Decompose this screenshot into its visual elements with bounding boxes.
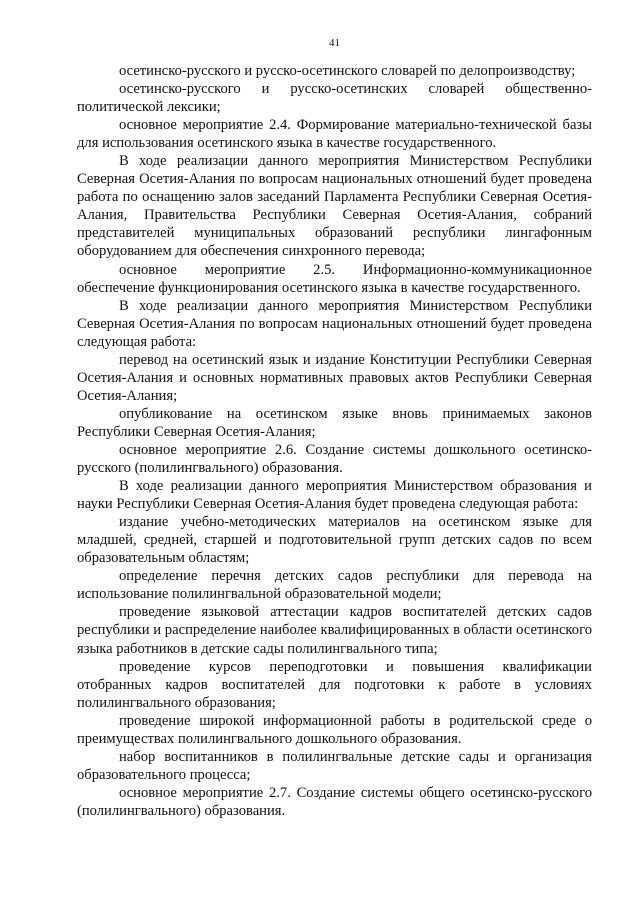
paragraph: основное мероприятие 2.6. Создание системы дошкольного осетинско-русского (полилингвального) образования. bbox=[77, 441, 592, 477]
paragraph: перевод на осетинский язык и издание Конституции Республики Северная Осетия-Алания и основных нормативных правовых актов Республики Северная Осетия-Алания; bbox=[77, 351, 592, 404]
paragraph: проведение языковой аттестации кадров воспитателей детских садов республики и распределение наиболее квалифицированных в области осетинского языка работников в детские сады полилингвального типа; bbox=[77, 604, 592, 657]
paragraph: осетинско-русского и русско-осетинских словарей общественно-политической лексики; bbox=[77, 81, 592, 116]
paragraph: опубликование на осетинском языке вновь принимаемых законов Республики Северная Осетия-Алания; bbox=[77, 405, 592, 440]
paragraph: В ходе реализации данного мероприятия Министерством образования и науки Республики Северная Осетия-Алания будет проведена следующая работа: bbox=[77, 478, 592, 513]
paragraph: проведение широкой информационной работы в родительской среде о преимуществах полилингвального дошкольного образования. bbox=[77, 712, 592, 747]
paragraph: основное мероприятие 2.4. Формирование материально-технической базы для использования осетинского языка в качестве государственного. bbox=[77, 117, 592, 152]
paragraph: определение перечня детских садов республики для перевода на использование полилингвальной образовательной модели; bbox=[77, 568, 592, 603]
paragraph: В ходе реализации данного мероприятия Министерством Республики Северная Осетия-Алания по вопросам национальных отношений будет проведена работа по оснащению залов заседаний Парламента Республики Северная Осетия-Алания, Правительства Республики Северная Осетия-Алания, собраний представителей муниципальных образований республики лингафонным оборудованием для обеспечения синхронного перевода; bbox=[77, 153, 592, 260]
paragraph: набор воспитанников в полилингвальные детские сады и организация образовательного процесса; bbox=[77, 748, 592, 783]
paragraph: основное мероприятие 2.5. Информационно-коммуникационное обеспечение функционирования осетинского языка в качестве государственного. bbox=[77, 261, 592, 296]
body-text bbox=[77, 62, 592, 820]
paragraph: осетинско-русского и русско-осетинского словарей по делопроизводству; bbox=[119, 63, 576, 79]
paragraph: В ходе реализации данного мероприятия Министерством Республики Северная Осетия-Алания по вопросам национальных отношений будет проведена следующая работа: bbox=[77, 297, 592, 350]
paragraph: проведение курсов переподготовки и повышения квалификации отобранных кадров воспитателей для подготовки к работе в условиях полилингвального образования; bbox=[77, 658, 592, 711]
page-number: 41 bbox=[329, 37, 340, 49]
paragraph: издание учебно-методических материалов на осетинском языке для младшей, средней, старшей и подготовительной групп детских садов по всем образовательным областям; bbox=[77, 514, 592, 567]
paragraph: основное мероприятие 2.7. Создание системы общего осетинско-русского (полилингвального) образования. bbox=[77, 784, 592, 819]
